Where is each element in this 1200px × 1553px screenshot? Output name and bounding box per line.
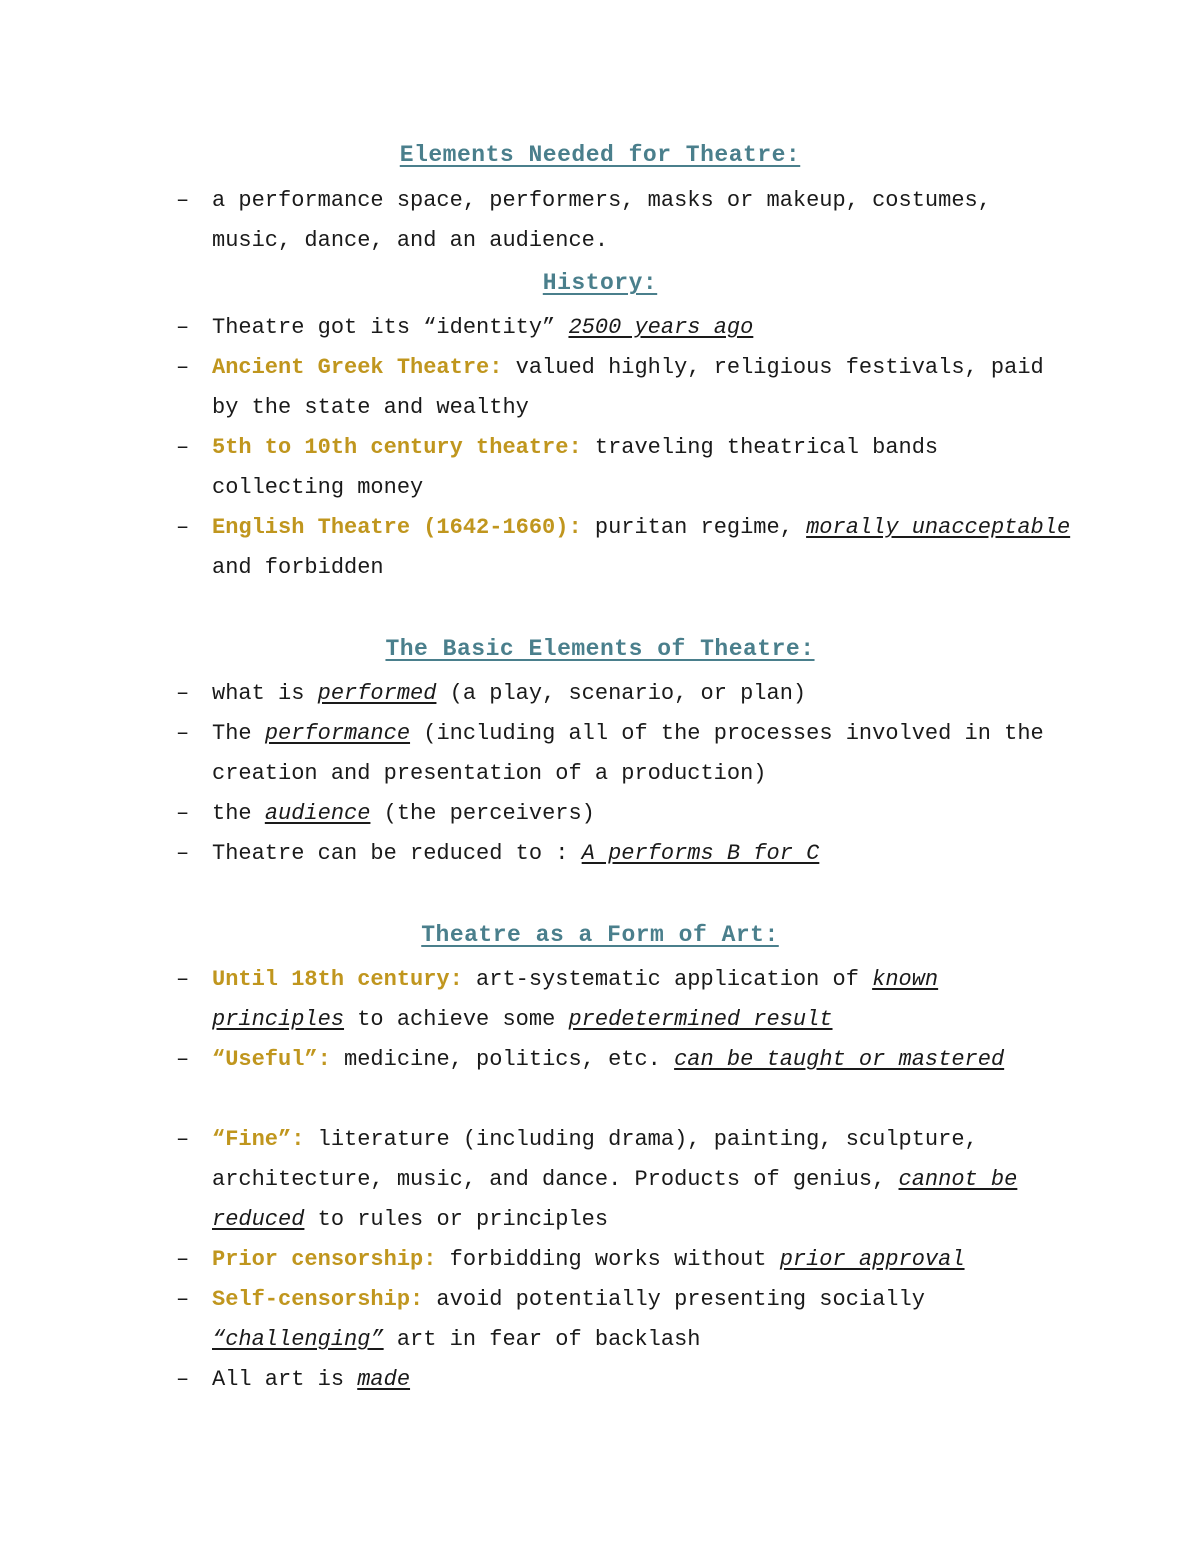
item-text: puritan regime, [581,515,807,540]
bullet-dash: – [176,355,190,380]
bullet-dash: – [176,721,190,746]
key-term: “Fine”: [212,1127,305,1152]
item-text: All art is [212,1367,358,1392]
emphasis-text: prior approval [779,1247,965,1272]
item-text: and forbidden [212,555,384,580]
section-heading-basic-elements: The Basic Elements of Theatre: [385,636,815,662]
list-item [176,308,1076,348]
emphasis-text: audience [264,801,371,826]
item-text: (a play, scenario, or plan) [436,681,807,706]
item-text: what is [212,681,318,706]
key-term: English Theatre (1642-1660): [212,515,582,540]
item-text: valued highly, religious festivals, paid by the state and wealthy [212,355,1044,420]
list-item [176,834,1076,874]
key-term: 5th to 10th century theatre: [212,435,582,460]
emphasis-text: “challenging” [212,1327,384,1352]
emphasis-text: made [357,1367,411,1392]
item-text: art-systematic application of [462,967,873,992]
item-text: to rules or principles [304,1207,609,1232]
item-text: traveling theatrical bands collecting money [212,435,939,500]
list-item [176,674,1076,714]
emphasis-text: 2500 years ago [568,315,754,340]
emphasis-text: A performs B for C [581,841,820,866]
bullet-dash: – [176,1287,190,1312]
list-item [176,1040,1076,1080]
list-item [176,348,1076,428]
bullet-dash: – [176,188,190,213]
list-item [176,508,1076,588]
section-heading-elements-needed: Elements Needed for Theatre: [399,142,801,168]
list-item [176,428,1076,508]
emphasis-text: cannot be reduced [212,1167,1018,1232]
list-item [176,794,1076,834]
list-item [176,960,1076,1040]
key-term: Self-censorship: [212,1287,424,1312]
item-text: literature (including drama), painting, sculpture, architecture, music, and dance. Products of genius, [212,1127,978,1192]
item-text: The [212,721,265,746]
bullet-dash: – [176,1367,190,1392]
bullet-dash: – [176,1127,190,1152]
bullet-dash: – [176,841,190,866]
bullet-dash: – [176,967,190,992]
bullet-dash: – [176,315,190,340]
bullet-dash: – [176,681,190,706]
emphasis-text: performed [317,681,437,706]
section-heading-form-of-art: Theatre as a Form of Art: [421,922,779,948]
list-item [176,714,1076,794]
list-item [176,1360,1076,1400]
emphasis-text: can be taught or mastered [674,1047,1005,1072]
key-term: Until 18th century: [212,967,463,992]
list-item [176,1120,1076,1240]
emphasis-text: morally unacceptable [806,515,1071,540]
item-text: medicine, politics, etc. [330,1047,675,1072]
list-item [176,181,1076,261]
list-item [176,1280,1076,1360]
emphasis-text: known principles [212,967,939,1032]
item-text: (including all of the processes involved in the creation and presentation of a production) [212,721,1044,786]
emphasis-text: performance [264,721,411,746]
item-text: Theatre got its “identity” [212,315,569,340]
item-text: a performance space, performers, masks or makeup, costumes, music, dance, and an audience. [212,188,991,253]
list-item [176,1240,1076,1280]
item-text: avoid potentially presenting socially [423,1287,925,1312]
bullet-dash: – [176,1247,190,1272]
key-term: Prior censorship: [212,1247,437,1272]
item-text: the [212,801,265,826]
bullet-dash: – [176,801,190,826]
item-text: (the perceivers) [370,801,595,826]
emphasis-text: predetermined result [568,1007,833,1032]
item-text: Theatre can be reduced to : [212,841,582,866]
section-heading-history: History: [542,270,658,296]
bullet-dash: – [176,1047,190,1072]
item-text: forbidding works without [436,1247,780,1272]
item-text: art in fear of backlash [383,1327,701,1352]
item-text: to achieve some [344,1007,569,1032]
bullet-dash: – [176,435,190,460]
key-term: Ancient Greek Theatre: [212,355,503,380]
key-term: “Useful”: [212,1047,331,1072]
bullet-dash: – [176,515,190,540]
